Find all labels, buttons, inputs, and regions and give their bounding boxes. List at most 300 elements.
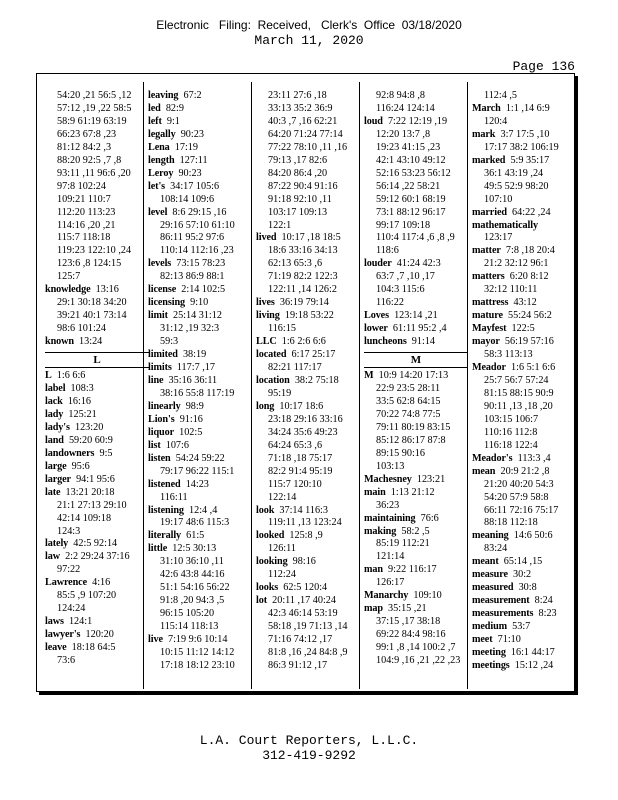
index-entry (364, 310, 468, 323)
word-index-box (36, 73, 575, 692)
index-continuation: 42:14 109:18 (57, 512, 112, 524)
column-divider (359, 82, 360, 689)
index-column-3 (256, 90, 360, 687)
index-term: Manarchy (364, 590, 409, 602)
index-entry (364, 116, 468, 129)
page-line-refs: 7:8 ,18 20:4 (505, 245, 555, 257)
index-continuation: 69:22 84:4 98:16 (376, 629, 446, 641)
index-continuation: 79:17 96:22 115:1 (160, 465, 235, 477)
index-entry (472, 660, 576, 673)
index-continuation: 116:24 124:14 (376, 102, 435, 114)
page-line-refs: 9:10 (190, 297, 209, 309)
page-line-refs: 76:6 (420, 512, 439, 524)
index-term: known (45, 336, 74, 348)
page-line-refs: 127:11 (179, 154, 208, 166)
page-line-refs: 90:23 (178, 167, 202, 179)
index-continuation: 54:20 ,21 56:5 ,12 (57, 90, 132, 101)
index-continuation: 29:16 57:10 61:10 (160, 219, 235, 231)
index-continuation: 31:10 36:10 ,11 (160, 556, 224, 568)
index-term: looking (256, 556, 288, 568)
index-continuation: 87:22 90:4 91:16 (268, 180, 338, 192)
index-entry (472, 569, 576, 582)
index-term: man (364, 564, 383, 576)
index-entry (148, 181, 252, 194)
index-continuation: 31:12 ,19 32:3 (160, 323, 220, 335)
index-entry (472, 466, 576, 479)
index-term: leaving (148, 90, 179, 101)
index-continuation: 97:8 102:24 (57, 180, 106, 192)
index-term: live (148, 634, 163, 646)
index-entry (472, 129, 576, 142)
index-term: larger (45, 473, 71, 485)
index-term: Lena (148, 141, 170, 153)
index-continuation: 32:12 110:11 (484, 284, 538, 296)
page-line-refs: 16:16 (67, 395, 92, 407)
page-line-refs: 1:1 ,14 6:9 (505, 102, 550, 114)
index-entry (148, 453, 252, 466)
index-term: license (148, 284, 177, 296)
index-term: laws (45, 616, 64, 628)
index-continuation: 33:5 62:8 64:15 (376, 395, 441, 407)
page-line-refs: 30:2 (513, 569, 532, 581)
page-line-refs: 102:5 (179, 426, 203, 438)
index-entry (364, 323, 468, 336)
index-continuation: 71:16 74:12 ,17 (268, 634, 333, 646)
index-term: lower (364, 323, 388, 335)
index-continuation: 110:4 117:4 ,6 ,8 ,9 (376, 232, 455, 244)
index-entry (148, 427, 252, 440)
index-term: lady (45, 408, 64, 420)
index-continuation: 66:23 67:8 ,23 (57, 128, 117, 140)
index-entry (256, 310, 360, 323)
index-continuation: 70:22 74:8 77:5 (376, 408, 441, 420)
index-continuation: 85:12 86:17 87:8 (376, 434, 446, 446)
index-continuation: 82:21 117:17 (268, 362, 322, 374)
index-continuation: 91:8 ,20 94:3 ,5 (160, 595, 225, 607)
index-continuation: 124:3 (57, 525, 81, 537)
index-term: meetings (472, 659, 510, 671)
index-term: Lawrence (45, 577, 88, 589)
index-term: listened (148, 478, 181, 490)
index-term: limits (148, 362, 172, 374)
page-line-refs: 4:16 (92, 577, 111, 589)
index-entry (148, 440, 252, 453)
index-continuation: 88:20 92:5 ,7 ,8 (57, 154, 122, 166)
index-entry (45, 642, 149, 655)
index-term: meaning (472, 530, 509, 542)
page-line-refs: 122:5 (511, 323, 535, 335)
reporter-phone: 312-419-9292 (262, 748, 356, 763)
index-entry (472, 647, 576, 660)
index-term: lawyer's (45, 629, 81, 641)
index-continuation: 90:11 ,13 ,18 ,20 (484, 400, 553, 412)
page-line-refs: 10:9 14:20 17:13 (378, 370, 449, 382)
index-term: limited (148, 349, 178, 361)
index-term: long (256, 400, 275, 412)
index-term: lately (45, 538, 69, 550)
page-line-refs: 3:7 17:5 ,10 (500, 128, 550, 140)
index-continuation: 36:1 43:19 ,24 (484, 167, 544, 179)
index-term: matters (472, 271, 505, 283)
index-term: lives (256, 297, 275, 309)
index-term: mark (472, 128, 496, 140)
index-continuation: 126:11 (268, 543, 296, 555)
index-term: lot (256, 595, 268, 607)
page-line-refs: 58:2 ,5 (401, 525, 430, 537)
index-term: leave (45, 642, 67, 654)
index-entry (472, 621, 576, 634)
index-entry (364, 603, 468, 616)
page-line-refs: 64:22 ,24 (512, 206, 551, 218)
index-entry (364, 258, 468, 271)
index-continuation: 62:13 65:3 ,6 (268, 258, 323, 270)
index-term: liquor (148, 426, 175, 438)
index-entry (256, 505, 360, 518)
page-line-refs: 14:23 (185, 478, 209, 490)
index-continuation: 54:20 57:9 58:8 (484, 491, 549, 503)
page-line-refs: 73:15 78:23 (176, 258, 226, 270)
index-term: length (148, 154, 175, 166)
index-term: Mayfest (472, 323, 507, 335)
index-continuation: 116:18 122:4 (484, 439, 538, 451)
index-continuation: 103:15 106:7 (484, 413, 539, 425)
index-term: married (472, 206, 507, 218)
page-line-refs: 6:20 8:12 (509, 271, 549, 283)
index-continuation: 82:13 86:9 88:1 (160, 271, 225, 283)
index-entry (148, 207, 252, 220)
filing-stamp: Electronic Filing: Received, Clerk's Office 03/18/2020 (156, 18, 462, 32)
index-continuation: 112:4 ,5 (484, 90, 518, 101)
index-continuation: 21:1 27:13 29:10 (57, 499, 127, 511)
page-line-refs: 95:6 (71, 460, 90, 472)
page-line-refs: 19:18 53:22 (284, 310, 334, 322)
index-entry (45, 435, 149, 448)
page-line-refs: 9:22 116:17 (388, 564, 437, 576)
index-continuation: 39:21 40:1 73:14 (57, 310, 127, 322)
index-entry (256, 556, 360, 569)
page-line-refs: 41:24 42:3 (396, 258, 441, 270)
index-column-1 (45, 90, 149, 687)
page-line-refs: 20:9 21:2 ,8 (500, 465, 550, 477)
index-continuation: 116:22 (376, 297, 404, 309)
index-term: medium (472, 621, 508, 633)
index-continuation: 37:15 ,17 38:18 (376, 616, 441, 628)
index-entry (472, 103, 576, 116)
index-entry (364, 513, 468, 526)
hearing-date: March 11, 2020 (254, 33, 364, 48)
index-term: map (364, 603, 383, 615)
page-line-refs: 9:1 (166, 115, 180, 127)
index-term: literally (148, 530, 182, 542)
index-term: knowledge (45, 284, 91, 296)
index-continuation: 59:3 (160, 336, 179, 348)
page-line-refs: 123:21 (416, 473, 446, 485)
index-entry (45, 629, 149, 642)
index-continuation: 116:11 (160, 491, 188, 503)
index-entry (148, 103, 252, 116)
index-continuation: 114:16 ,20 ,21 (57, 219, 116, 231)
index-entry (472, 634, 576, 647)
index-term: mayor (472, 336, 500, 348)
page-line-refs: 30:8 (518, 582, 537, 594)
column-divider (467, 82, 468, 689)
page-line-refs: 62:5 120:4 (283, 582, 328, 594)
index-continuation: 104:3 115:6 (376, 284, 425, 296)
reporter-name: L.A. Court Reporters, L.L.C. (199, 733, 419, 748)
index-continuation: 121:14 (376, 551, 405, 563)
index-continuation: 12:20 13:7 ,8 (376, 128, 431, 140)
page-line-refs: 12:5 30:13 (172, 543, 217, 555)
page-line-refs: 67:2 (183, 90, 202, 101)
index-continuation: 109:21 110:7 (57, 193, 111, 205)
index-continuation: 79:11 80:19 83:15 (376, 421, 451, 433)
index-continuation: 125:7 (57, 271, 81, 283)
index-column-2 (148, 90, 252, 687)
page-line-refs: 38:2 75:18 (294, 374, 339, 386)
index-continuation: 10:15 11:12 14:12 (160, 646, 235, 658)
index-term: mature (472, 310, 503, 322)
index-entry (45, 474, 149, 487)
index-continuation: 21:2 32:12 96:1 (484, 258, 549, 270)
page-line-refs: 34:17 105:6 (170, 180, 220, 192)
page-line-refs: 16:1 44:17 (510, 646, 555, 658)
index-entry (364, 526, 468, 539)
index-continuation: 107:10 (484, 193, 513, 205)
index-entry (364, 370, 468, 383)
index-continuation: 122:1 (268, 219, 292, 231)
index-term: measurements (472, 608, 534, 620)
letter-section-heading: L (45, 352, 149, 368)
index-continuation: 59:12 60:1 68:19 (376, 193, 446, 205)
index-continuation: 40:3 ,7 ,16 62:21 (268, 115, 338, 127)
index-term: left (148, 115, 162, 127)
index-continuation: 91:18 92:10 ,11 (268, 193, 332, 205)
page-line-refs: 117:7 ,17 (176, 362, 215, 374)
index-term: large (45, 460, 67, 472)
index-entry (472, 297, 576, 310)
index-term: LLC (256, 336, 277, 348)
index-continuation: 63:7 ,7 ,10 ,17 (376, 271, 435, 283)
index-entry (45, 448, 149, 461)
index-term: making (364, 525, 397, 537)
index-continuation: 58:9 61:19 63:19 (57, 115, 127, 127)
index-continuation: 77:22 78:10 ,11 ,16 (268, 141, 348, 153)
letter-section-heading: M (364, 352, 468, 368)
index-continuation: 52:16 53:23 56:12 (376, 167, 451, 179)
index-term: living (256, 310, 280, 322)
index-entry (45, 616, 149, 629)
index-continuation: 22:9 23:5 28:11 (376, 383, 441, 395)
page-line-refs: 14:6 50:6 (513, 530, 553, 542)
index-term: mean (472, 465, 496, 477)
index-continuation: 124:24 (57, 603, 86, 615)
index-entry (472, 155, 576, 168)
index-entry (148, 414, 252, 427)
page-line-refs: 17:19 (174, 141, 198, 153)
index-continuation: 93:11 ,11 96:6 ,20 (57, 167, 131, 179)
index-entry (45, 383, 149, 396)
page-line-refs: 38:19 (182, 349, 207, 361)
index-continuation: 83:24 (484, 543, 508, 555)
page-line-refs: 25:14 31:12 (172, 310, 222, 322)
page-line-refs: 108:3 (70, 383, 94, 395)
page-line-refs: 91:14 (411, 336, 436, 348)
index-continuation: 71:19 82:2 122:3 (268, 271, 338, 283)
index-continuation: 126:17 (376, 577, 405, 589)
index-entry (472, 310, 576, 323)
page-line-refs: 98:9 (185, 400, 204, 412)
index-term: Machesney (364, 473, 412, 485)
index-column-4 (364, 90, 468, 687)
index-column-5 (472, 90, 576, 687)
page-line-refs: 124:1 (68, 616, 93, 628)
index-entry (472, 530, 576, 543)
index-entry (472, 595, 576, 608)
index-continuation: 86:3 91:12 ,17 (268, 659, 328, 671)
index-continuation: 120:4 (484, 115, 508, 127)
index-entry (148, 142, 252, 155)
index-continuation: 116:15 (268, 323, 296, 335)
index-entry (148, 362, 252, 375)
index-entry (364, 564, 468, 577)
index-entry (45, 422, 149, 435)
index-term: landowners (45, 447, 95, 459)
index-term: looked (256, 530, 285, 542)
index-continuation: 118:6 (376, 245, 399, 257)
page-line-refs: 90:23 (180, 128, 204, 140)
index-continuation: 112:20 113:23 (57, 206, 116, 218)
index-term: louder (364, 258, 392, 270)
page-line-refs: 8:23 (538, 608, 557, 620)
index-continuation: 56:14 ,22 58:21 (376, 180, 441, 192)
index-term: meant (472, 556, 499, 568)
page-line-refs: 123:14 ,21 (394, 310, 438, 322)
index-term: Meador (472, 362, 506, 374)
index-continuation: 58:18 ,19 71:13 ,14 (268, 621, 348, 633)
index-continuation: 57:12 ,19 ,22 58:5 (57, 102, 132, 114)
index-continuation: 85:19 112:21 (376, 538, 430, 550)
index-entry (45, 370, 149, 383)
index-continuation: 99:1 ,8 ,14 100:2 ,7 (376, 642, 456, 654)
index-term: mathematically (472, 219, 538, 231)
index-term: main (364, 486, 386, 498)
page-line-refs: 1:6 5:1 6:6 (511, 362, 556, 374)
index-entry (45, 538, 149, 551)
page-line-refs: 15:12 ,24 (514, 659, 554, 671)
page-line-refs: 71:10 (497, 634, 521, 646)
index-term: measure (472, 569, 508, 581)
page-line-refs: 10:17 18:6 (279, 400, 324, 412)
index-continuation: 110:14 112:16 ,23 (160, 245, 234, 257)
index-continuation: 29:1 30:18 34:20 (57, 297, 127, 309)
reporter-footer (0, 733, 618, 763)
index-continuation: 96:15 105:20 (160, 608, 215, 620)
index-continuation: 119:23 122:10 ,24 (57, 245, 132, 257)
index-term: Lion's (148, 413, 175, 425)
index-term: maintaining (364, 512, 416, 524)
index-continuation: 49:5 52:9 98:20 (484, 180, 549, 192)
index-term: luncheons (364, 336, 407, 348)
index-term: measured (472, 582, 514, 594)
index-entry (472, 556, 576, 569)
index-entry (45, 409, 149, 422)
index-entry (148, 129, 252, 142)
page-line-refs: 94:1 95:6 (76, 473, 115, 485)
index-continuation: 36:23 (376, 499, 400, 511)
index-continuation: 112:24 (268, 569, 296, 581)
column-divider (143, 82, 144, 689)
index-continuation: 79:13 ,17 82:6 (268, 154, 328, 166)
index-continuation: 122:11 ,14 126:2 (268, 284, 337, 296)
index-continuation: 115:14 118:13 (160, 621, 219, 633)
index-continuation: 86:11 95:2 97:6 (160, 232, 225, 244)
page-line-refs: 2:14 102:5 (181, 284, 226, 296)
index-entry (256, 336, 360, 349)
page-line-refs: 98:16 (292, 556, 316, 568)
index-continuation: 42:6 43:8 44:16 (160, 569, 225, 581)
index-entry (256, 530, 360, 543)
page-line-refs: 61:5 (186, 530, 205, 542)
index-term: meet (472, 634, 493, 646)
index-term: L (45, 370, 52, 382)
index-term: Loves (364, 310, 389, 322)
index-entry (256, 582, 360, 595)
index-continuation: 98:6 101:24 (57, 323, 106, 335)
index-term: led (148, 102, 161, 114)
index-entry (45, 487, 149, 500)
index-continuation: 82:2 91:4 95:19 (268, 465, 333, 477)
index-continuation: 110:16 112:8 (484, 426, 538, 438)
index-term: limit (148, 310, 168, 322)
index-continuation: 119:11 ,13 123:24 (268, 517, 342, 529)
index-continuation: 103:17 109:13 (268, 206, 328, 218)
page-line-refs: 8:6 29:15 ,16 (172, 206, 227, 218)
index-term: linearly (148, 400, 181, 412)
index-continuation: 99:17 109:18 (376, 219, 431, 231)
index-term: legally (148, 128, 176, 140)
index-entry (472, 608, 576, 621)
index-continuation: 73:1 88:12 96:17 (376, 206, 446, 218)
page-line-refs: 125:8 ,9 (289, 530, 323, 542)
page-line-refs: 43:12 (513, 297, 537, 309)
page-line-refs: 82:9 (165, 102, 184, 114)
index-term: marked (472, 154, 506, 166)
index-term: March (472, 102, 501, 114)
page-line-refs: 13:24 (79, 336, 103, 348)
index-continuation: 108:14 109:6 (160, 193, 215, 205)
page-line-refs: 37:14 116:3 (279, 504, 328, 516)
page-line-refs: 7:22 12:19 ,19 (387, 115, 448, 127)
index-continuation: 81:15 88:15 90:9 (484, 387, 554, 399)
index-entry (472, 336, 576, 349)
index-entry (256, 349, 360, 362)
index-continuation: 123:6 ,8 124:15 (57, 258, 122, 270)
index-continuation: 71:18 ,18 75:17 (268, 452, 333, 464)
index-term: Leroy (148, 167, 174, 179)
index-continuation: 17:17 38:2 106:19 (484, 141, 559, 153)
index-continuation: 18:6 33:16 34:13 (268, 245, 338, 257)
index-entry (148, 116, 252, 129)
page-line-refs: 8:24 (534, 595, 553, 607)
index-entry (256, 297, 360, 310)
page-line-refs: 1:13 21:12 (390, 486, 435, 498)
index-entry (148, 310, 252, 323)
index-continuation: 73:6 (57, 655, 76, 667)
index-entry (148, 530, 252, 543)
page-line-refs: 35:16 36:11 (168, 374, 218, 386)
index-continuation: 122:14 (268, 491, 297, 503)
index-entry (148, 258, 252, 271)
